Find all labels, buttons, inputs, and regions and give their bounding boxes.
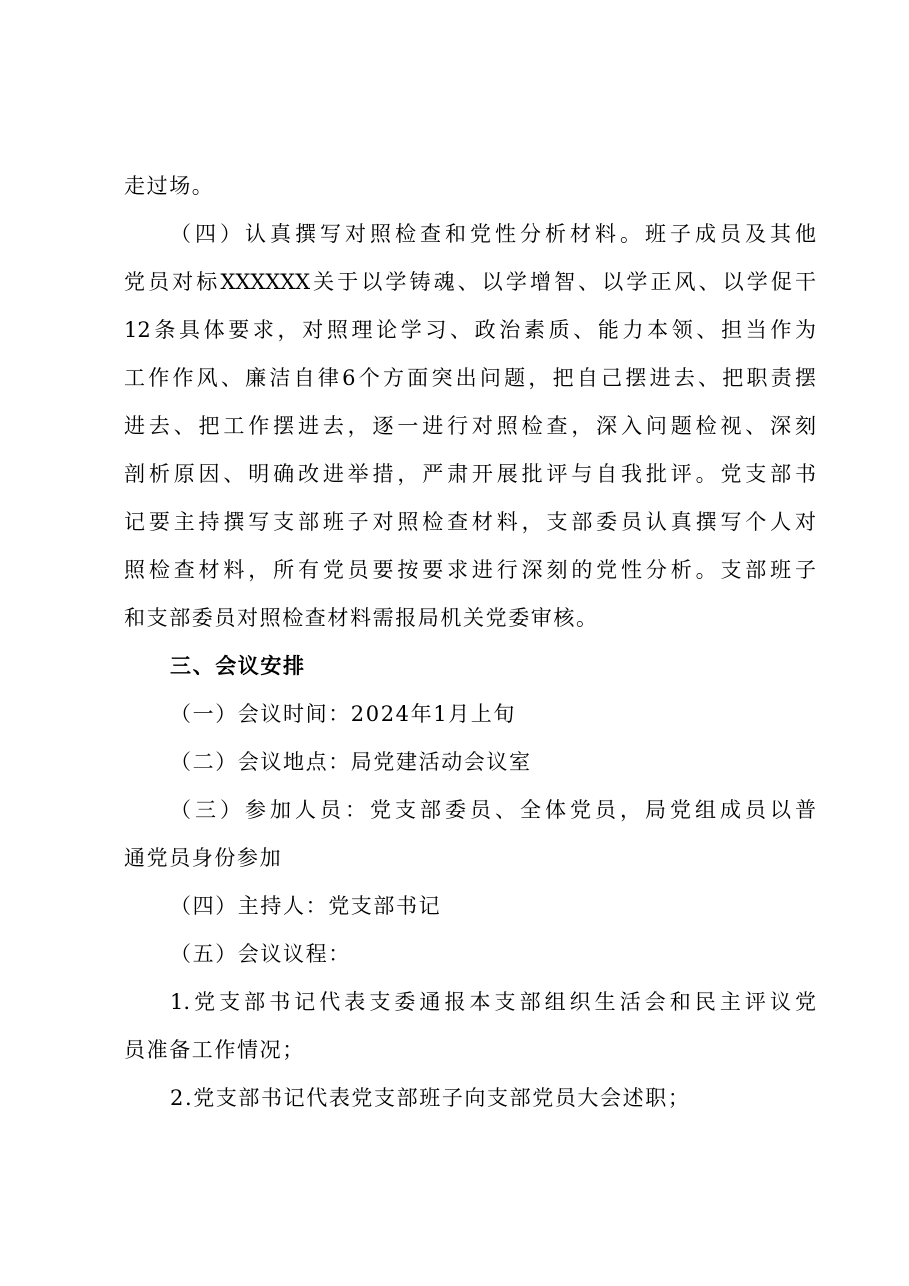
agenda-item-2: 2.党支部书记代表党支部班子向支部党员大会述职； [170,1086,691,1110]
meeting-time-line: （一）会议时间：2024年1月上旬 [170,702,517,726]
agenda-item-1: 1.党支部书记代表支委通报本支部组织生活会和民主评议党 [170,990,816,1014]
paragraph-line: 记要主持撰写支部班子对照检查材料，支部委员认真撰写个人对 [124,510,816,534]
host-line: （四）主持人：党支部书记 [170,894,442,918]
paragraph-line: 剖析原因、明确改进举措，严肃开展批评与自我批评。党支部书 [124,462,816,486]
agenda-item-1-continued: 员准备工作情况； [124,1038,305,1062]
paragraph-line: 和支部委员对照检查材料需报局机关党委审核。 [124,606,599,630]
attendees-line: （三）参加人员：党支部委员、全体党员，局党组成员以普 [170,798,816,822]
paragraph-line: 12条具体要求，对照理论学习、政治素质、能力本领、担当作为 [124,318,816,342]
paragraph-line: 党员对标XXXXXX关于以学铸魂、以学增智、以学正风、以学促干 [124,270,816,294]
paragraph-line: 照检查材料，所有党员要按要求进行深刻的党性分析。支部班子 [124,558,816,582]
meeting-location-line: （二）会议地点：局党建活动会议室 [170,750,532,774]
section-4-first-line: （四）认真撰写对照检查和党性分析材料。班子成员及其他 [170,222,816,246]
paragraph-line: 进去、把工作摆进去，逐一进行对照检查，深入问题检视、深刻 [124,414,816,438]
paragraph-line: 工作作风、廉洁自律6个方面突出问题，把自己摆进去、把职责摆 [124,366,816,390]
section-heading-meeting-arrangement: 三、会议安排 [170,654,306,678]
agenda-heading: （五）会议议程： [170,942,351,966]
attendees-line-continued: 通党员身份参加 [124,846,283,870]
paragraph-line: 走过场。 [124,174,215,198]
